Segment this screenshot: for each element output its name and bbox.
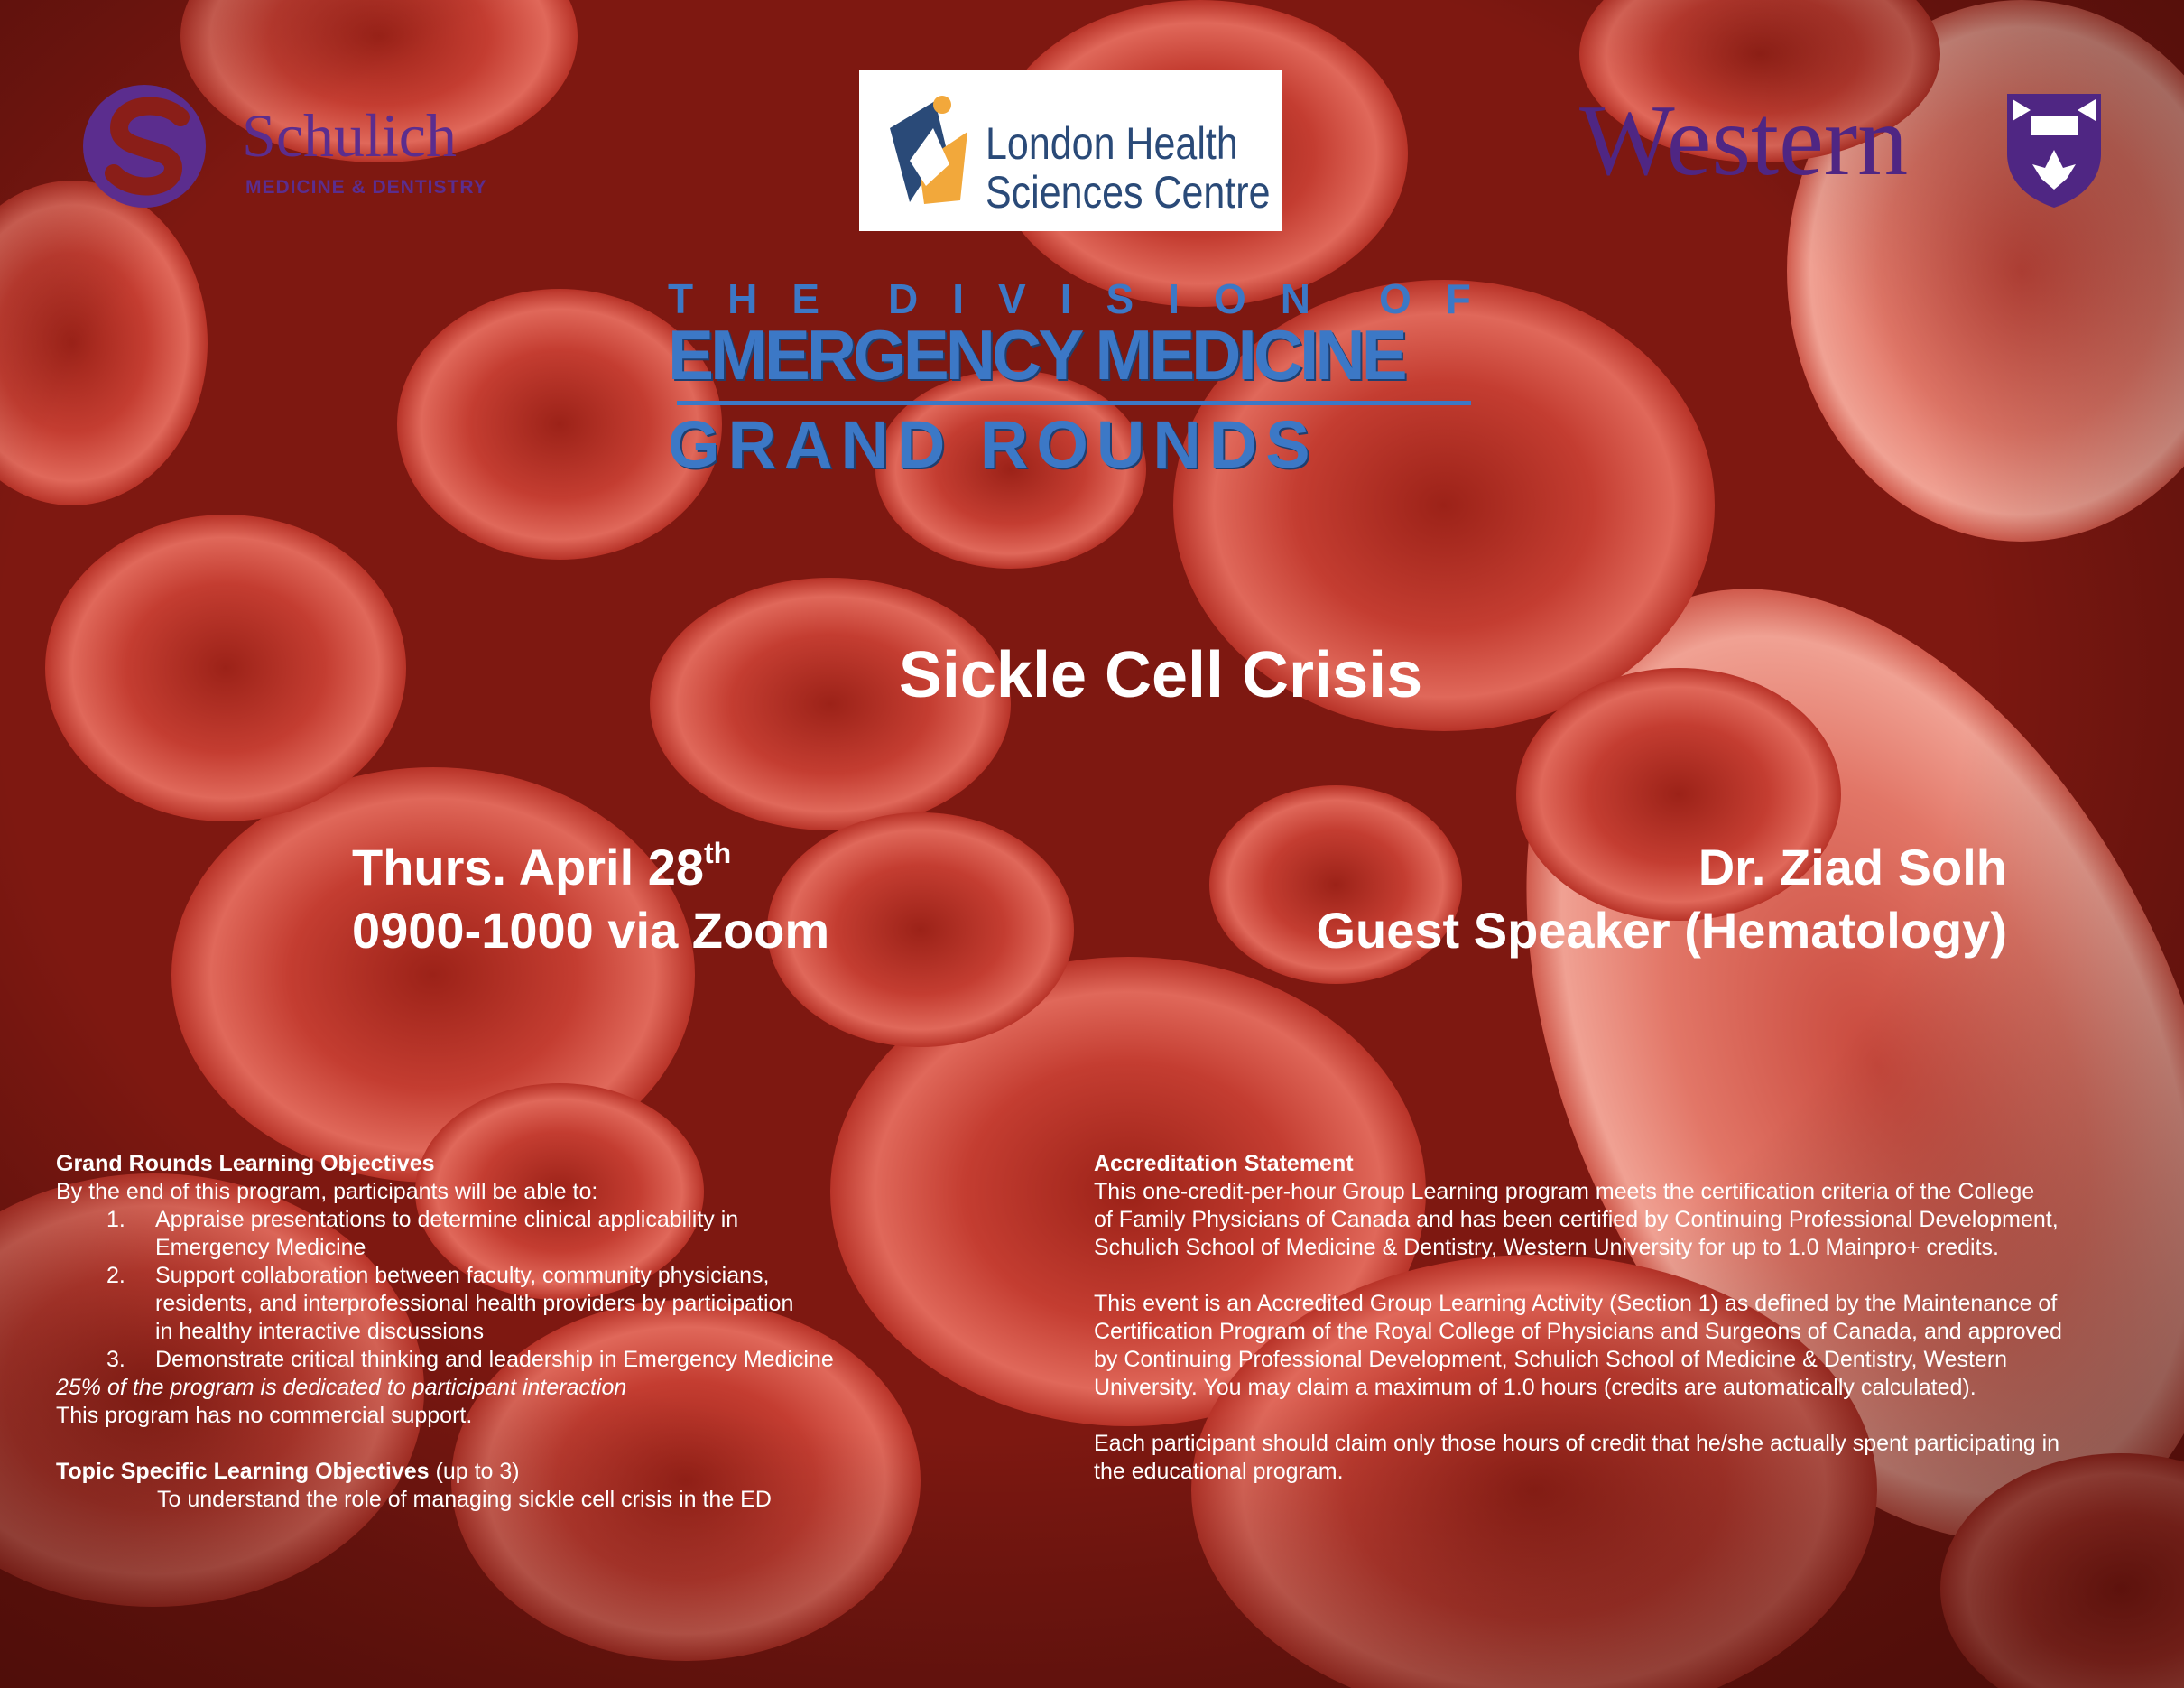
accreditation-statement [1094, 1150, 2168, 1486]
accreditation-paragraph-1: This one-credit-per-hour Group Learning program meets the certification criteria of the College of Family Physicians of Canada and has been certified by Continuing Professional Development, Schulich School of Medicine & Dentistry, Western University for up to 1.0 Mainpro+ credits. [1094, 1179, 2059, 1260]
grand-rounds-text: GRAND ROUNDS [668, 407, 1319, 482]
schulich-subtitle: MEDICINE & DENTISTRY [245, 177, 487, 198]
lhsc-figure-mark-icon [883, 92, 973, 209]
heading-divider [677, 401, 1471, 405]
accreditation-paragraph-3: Each participant should claim only those hours of credit that he/she actually spent participating in the educational program. [1094, 1431, 2060, 1484]
commercial-support-note: This program has no commercial support. [56, 1403, 473, 1428]
event-speaker [1316, 836, 2007, 962]
lhsc-logo [859, 70, 1282, 231]
objectives-heading: Grand Rounds Learning Objectives [56, 1151, 435, 1176]
accreditation-paragraph-2: This event is an Accredited Group Learning Activity (Section 1) as defined by the Maintenance of Certification Program of the Royal College of Physicians and Surgeons of Canada, and approved by Continuing Professional Development, Schulich School of Medicine & Dentistry, Western University. You may claim a maximum of 1.0 hours (credits are automatically calculated). [1094, 1291, 2062, 1400]
event-date-time [352, 836, 829, 962]
list-item: 3. Demonstrate critical thinking and leadership in Emergency Medicine [106, 1347, 834, 1372]
event-date: Thurs. April 28th [352, 837, 732, 895]
speaker-role: Guest Speaker (Hematology) [1316, 902, 2007, 959]
lhsc-name-line1: London Health [986, 118, 1238, 169]
western-wordmark: Western [1579, 85, 1909, 197]
list-item: 2. Support collaboration between faculty, community physicians, residents, and interprofessional health providers by participation in healthy interactive discussions [106, 1263, 794, 1344]
schulich-s-mark-icon [79, 83, 215, 209]
accreditation-heading: Accreditation Statement [1094, 1151, 1354, 1176]
schulich-wordmark: Schulich [242, 101, 457, 170]
western-logo [1579, 85, 2103, 217]
western-crest-icon [2004, 90, 2105, 209]
interaction-note: 25% of the program is dedicated to participant interaction [56, 1375, 627, 1400]
lhsc-name-line2: Sciences Centre [986, 167, 1271, 218]
event-title: Sickle Cell Crisis [898, 639, 1423, 711]
event-time: 0900-1000 via Zoom [352, 902, 830, 959]
speaker-name: Dr. Ziad Solh [1698, 839, 2007, 895]
emergency-medicine-text: EMERGENCY MEDICINE [668, 315, 1404, 394]
topic-objective-item: To understand the role of managing sickle cell crisis in the ED [157, 1487, 772, 1512]
objectives-intro: By the end of this program, participants will be able to: [56, 1179, 598, 1204]
learning-objectives [56, 1150, 1067, 1514]
division-heading [668, 275, 1480, 486]
objectives-list [56, 1206, 1067, 1374]
the-division-of-text: T H E D I V I S I O N O F [668, 275, 1471, 322]
schulich-logo [79, 79, 549, 215]
list-item: 1. Appraise presentations to determine clinical applicability in Emergency Medicine [106, 1207, 739, 1260]
topic-objectives-heading: Topic Specific Learning Objectives (up to 3) [56, 1459, 520, 1484]
